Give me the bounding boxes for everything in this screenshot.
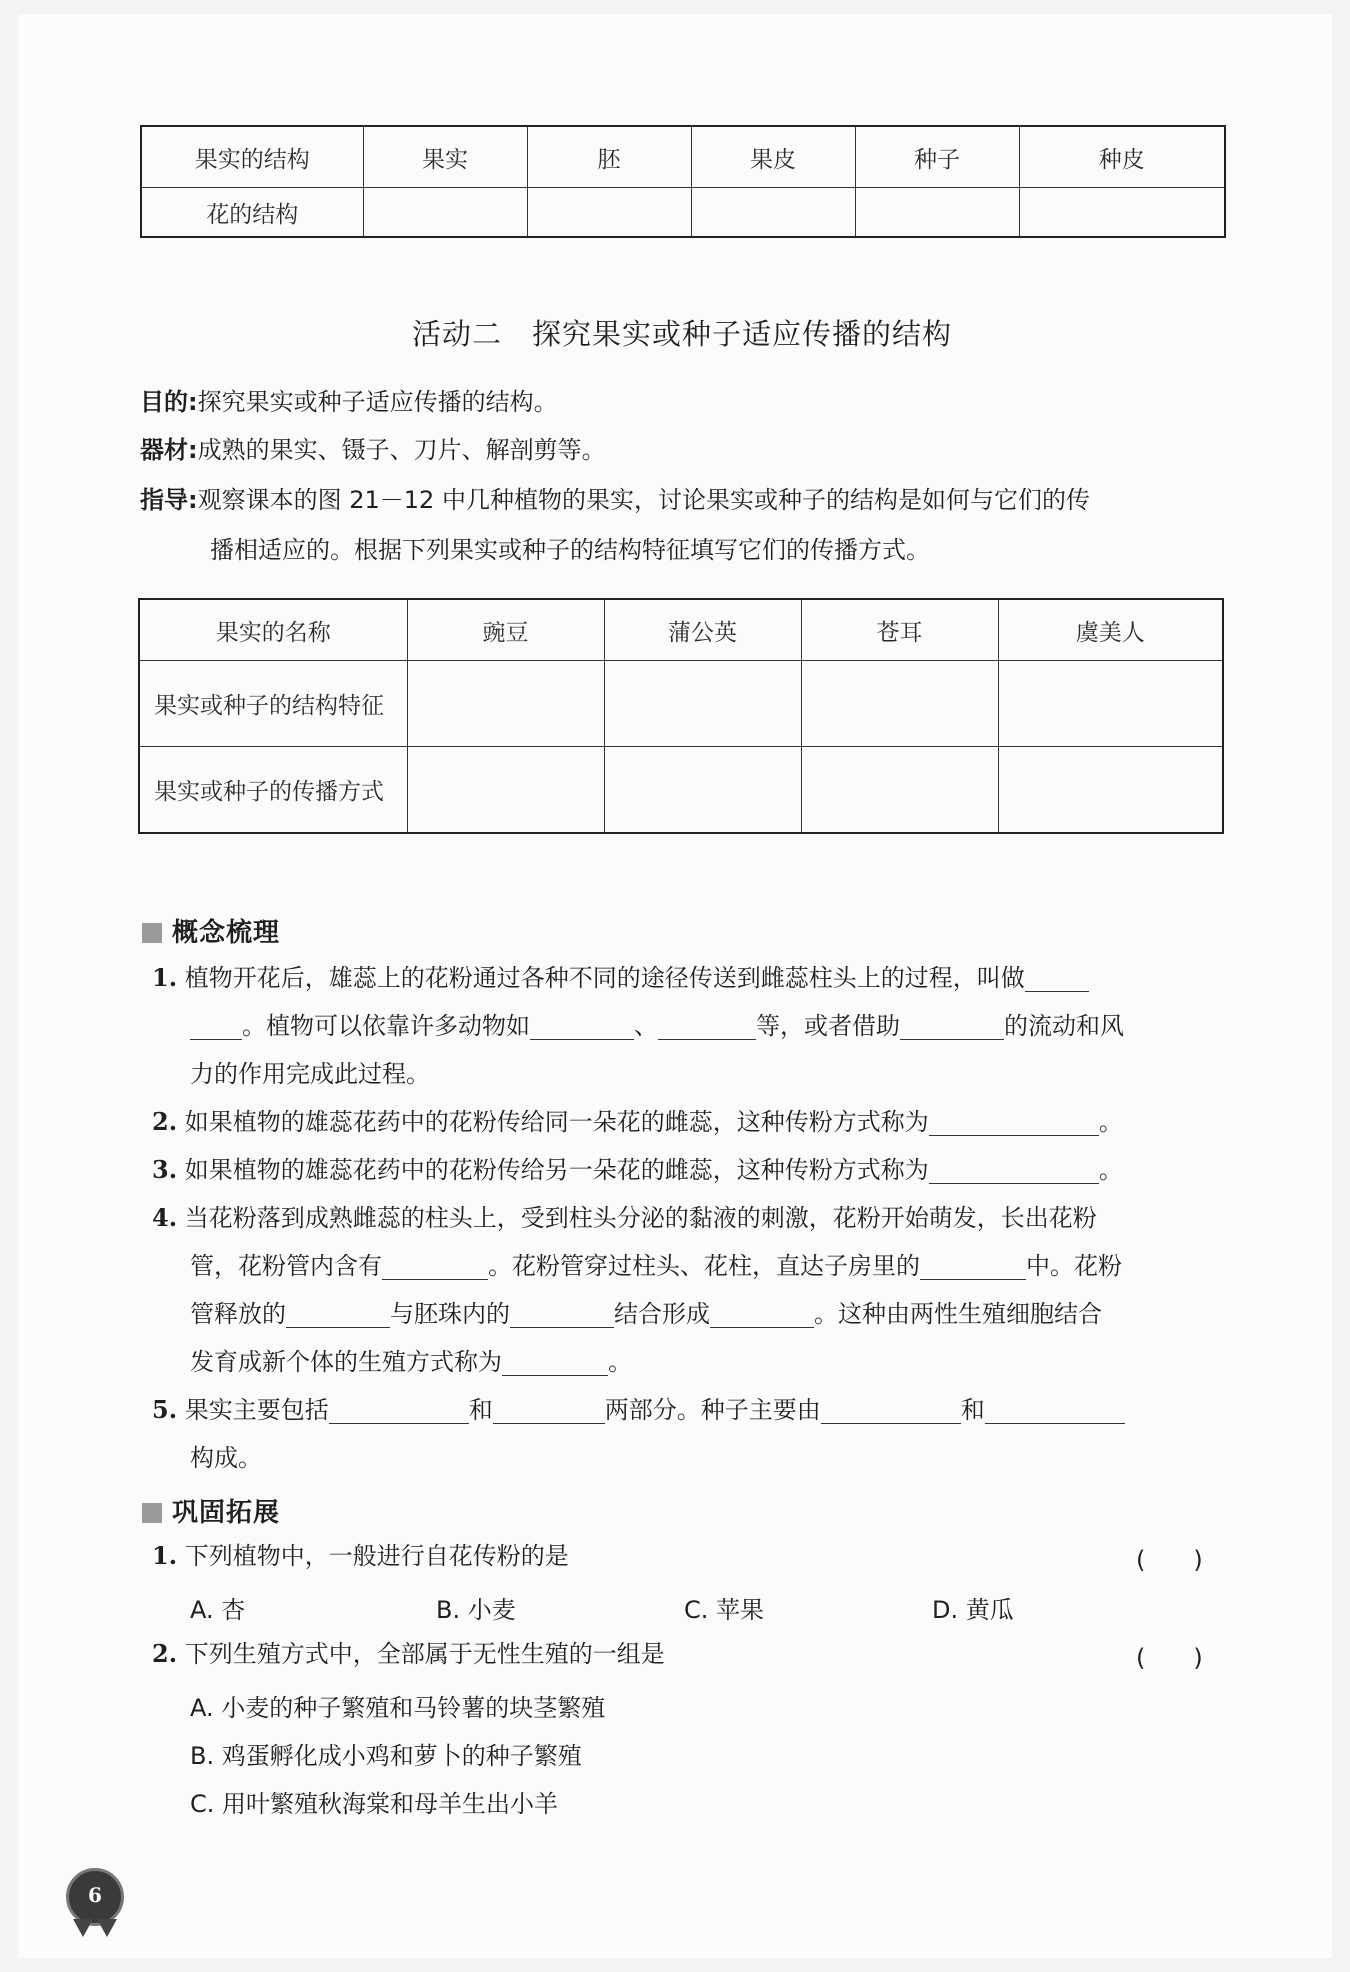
option-c[interactable]: C. 用叶繁殖秋海棠和母羊生出小羊 — [190, 1790, 559, 1818]
concept-q4-line2: 管，花粉管内含有 。花粉管穿过柱头、花柱，直达子房里的 中。花粉 — [190, 1252, 1122, 1280]
table-cell: 果皮 — [691, 126, 855, 188]
answer-cell[interactable] — [998, 747, 1223, 834]
answer-parentheses[interactable]: ( ) — [1136, 1644, 1203, 1672]
concept-q1-line1: 1. 植物开花后，雄蕊上的花粉通过各种不同的途径传送到雌蕊柱头上的过程，叫做 — [152, 958, 1089, 998]
fill-blank[interactable] — [710, 1301, 814, 1328]
option-b[interactable]: B. 小麦 — [436, 1596, 516, 1624]
option-c[interactable]: C. 苹果 — [684, 1596, 765, 1624]
table-cell: 花的结构 — [141, 188, 363, 238]
practice-q1: 1. 下列植物中，一般进行自花传粉的是 — [152, 1541, 569, 1570]
fill-blank[interactable] — [493, 1397, 605, 1424]
table-cell: 果实的结构 — [141, 126, 363, 188]
activity-name: 探究果实或种子适应传播的结构 — [532, 317, 953, 351]
ribbon-icon — [97, 1919, 117, 1937]
guide-line — [140, 480, 1090, 520]
answer-cell[interactable] — [407, 747, 604, 834]
fill-blank[interactable] — [929, 1157, 1099, 1184]
fill-blank[interactable] — [920, 1253, 1026, 1280]
fill-blank[interactable] — [658, 1013, 756, 1040]
square-bullet-icon — [142, 1503, 162, 1523]
table-header: 虞美人 — [998, 599, 1223, 661]
activity-title — [412, 312, 952, 353]
fruit-dispersal-table — [138, 598, 1224, 834]
table-header: 苍耳 — [801, 599, 998, 661]
fill-blank[interactable] — [382, 1253, 488, 1280]
fill-blank[interactable] — [190, 1013, 242, 1040]
fill-blank[interactable] — [286, 1301, 390, 1328]
fill-blank[interactable] — [502, 1349, 608, 1376]
answer-cell[interactable] — [604, 747, 801, 834]
section-heading-practice: 巩固拓展 — [142, 1492, 280, 1529]
materials-label: 器材: — [140, 436, 198, 464]
fill-blank[interactable] — [900, 1013, 1004, 1040]
answer-cell[interactable] — [801, 661, 998, 747]
option-a[interactable]: A. 小麦的种子繁殖和马铃薯的块茎繁殖 — [190, 1694, 606, 1722]
page-number: 6 — [88, 1883, 102, 1907]
concept-q1-line3: 力的作用完成此过程。 — [190, 1060, 430, 1088]
table-cell: 果实 — [363, 126, 527, 188]
answer-parentheses[interactable]: ( ) — [1136, 1546, 1203, 1574]
concept-q4-line3: 管释放的 与胚珠内的 结合形成 。这种由两性生殖细胞结合 — [190, 1300, 1102, 1328]
fill-blank[interactable] — [510, 1301, 614, 1328]
concept-q4-line1: 4. 当花粉落到成熟雌蕊的柱头上，受到柱头分泌的黏液的刺激，花粉开始萌发，长出花粉 — [152, 1203, 1097, 1232]
fill-blank[interactable] — [985, 1397, 1125, 1424]
row-label: 果实或种子的结构特征 — [139, 661, 407, 747]
answer-cell[interactable] — [801, 747, 998, 834]
fill-blank[interactable] — [929, 1109, 1099, 1136]
answer-cell[interactable] — [604, 661, 801, 747]
answer-cell[interactable] — [1019, 188, 1225, 238]
option-a[interactable]: A. 杏 — [190, 1596, 246, 1624]
materials-line — [140, 430, 606, 470]
answer-cell[interactable] — [691, 188, 855, 238]
concept-q1-line2: 。植物可以依靠许多动物如 、 等，或者借助 的流动和风 — [190, 1006, 1124, 1046]
option-d[interactable]: D. 黄瓜 — [932, 1596, 1014, 1624]
activity-number: 活动二 — [412, 317, 503, 351]
concept-q2: 2. 如果植物的雄蕊花药中的花粉传给同一朵花的雌蕊，这种传粉方式称为 。 — [152, 1107, 1123, 1136]
practice-q2: 2. 下列生殖方式中，全部属于无性生殖的一组是 — [152, 1639, 665, 1668]
fill-blank[interactable] — [329, 1397, 469, 1424]
table-header: 蒲公英 — [604, 599, 801, 661]
square-bullet-icon — [142, 923, 162, 943]
purpose-text: 探究果实或种子适应传播的结构。 — [197, 388, 558, 416]
purpose-line — [140, 382, 558, 422]
concept-q4-line4: 发育成新个体的生殖方式称为 。 — [190, 1348, 632, 1376]
row-label: 果实或种子的传播方式 — [139, 747, 407, 834]
table-cell: 种子 — [855, 126, 1019, 188]
table-header: 果实的名称 — [139, 599, 407, 661]
table-header: 豌豆 — [407, 599, 604, 661]
fruit-flower-structure-table — [140, 125, 1226, 238]
fill-blank[interactable] — [530, 1013, 634, 1040]
guide-text: 观察课本的图 21－12 中几种植物的果实，讨论果实或种子的结构是如何与它们的传 — [197, 486, 1090, 514]
guide-label: 指导: — [140, 486, 198, 514]
option-b[interactable]: B. 鸡蛋孵化成小鸡和萝卜的种子繁殖 — [190, 1742, 582, 1770]
purpose-label: 目的: — [140, 388, 198, 416]
concept-q3: 3. 如果植物的雄蕊花药中的花粉传给另一朵花的雌蕊，这种传粉方式称为 。 — [152, 1155, 1123, 1184]
fill-blank[interactable] — [1025, 965, 1089, 992]
answer-cell[interactable] — [527, 188, 691, 238]
answer-cell[interactable] — [407, 661, 604, 747]
concept-q5-line2: 构成。 — [190, 1444, 262, 1472]
table-cell: 种皮 — [1019, 126, 1225, 188]
concept-q5-line1: 5. 果实主要包括 和 两部分。种子主要由 和 — [152, 1390, 1125, 1430]
answer-cell[interactable] — [998, 661, 1223, 747]
answer-cell[interactable] — [363, 188, 527, 238]
answer-cell[interactable] — [855, 188, 1019, 238]
ribbon-icon — [73, 1919, 93, 1937]
table-cell: 胚 — [527, 126, 691, 188]
section-heading-concepts: 概念梳理 — [142, 912, 280, 949]
materials-text: 成熟的果实、镊子、刀片、解剖剪等。 — [197, 436, 606, 464]
fill-blank[interactable] — [821, 1397, 961, 1424]
guide-line-2: 播相适应的。根据下列果实或种子的结构特征填写它们的传播方式。 — [210, 536, 930, 564]
page-number-badge — [66, 1868, 124, 1926]
